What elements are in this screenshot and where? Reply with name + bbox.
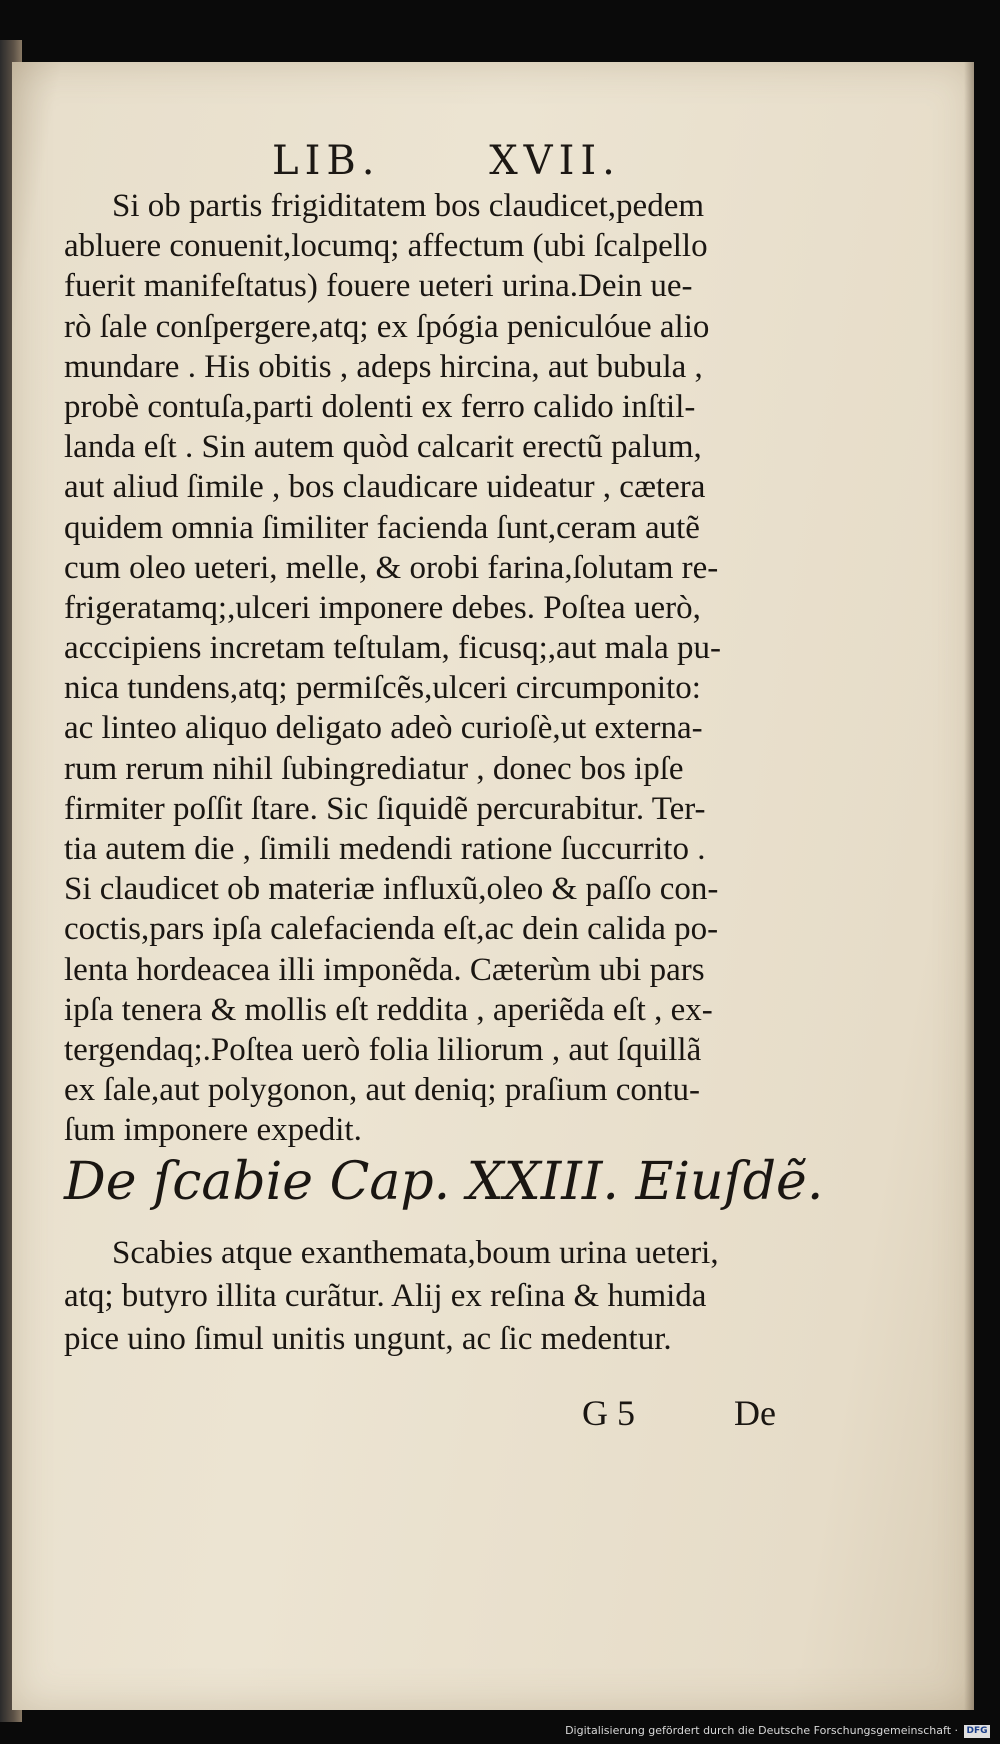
text-line: ex ſale,aut polygonon, aut deniq; praſium contu- bbox=[64, 1072, 701, 1109]
chapter-heading: De ſcabie Cap. XXIII. Eiuſdẽ. bbox=[64, 1152, 824, 1212]
text-line: Scabies atque exanthemata,boum urina ueteri, bbox=[112, 1235, 719, 1271]
text-line: tergendaq;.Poſtea uerò folia liliorum , aut ſquillã bbox=[64, 1031, 702, 1068]
text-line: nica tundens,atq; permiſcẽs,ulceri circumponito: bbox=[64, 670, 701, 707]
text-line: aut aliud ſimile , bos claudicare uideatur , cætera bbox=[64, 469, 706, 506]
text-line: firmiter poſſit ſtare. Sic ſiquidẽ percurabitur. Ter- bbox=[64, 790, 706, 827]
text-line: lenta hordeacea illi imponẽda. Cæterùm ubi pars bbox=[64, 951, 705, 988]
text-line: ipſa tenera & mollis eſt reddita , aperiẽda eſt , ex- bbox=[64, 991, 713, 1028]
book-page bbox=[12, 62, 974, 1710]
text-line: tia autem die , ſimili medendi ratione ſuccurrito . bbox=[64, 831, 706, 867]
main-text-block bbox=[64, 186, 824, 1151]
text-line: frigeratamq;,ulceri imponere debes. Poſtea uerò, bbox=[64, 589, 701, 626]
text-line: abluere conuenit,locumq; affectum (ubi ſcalpello bbox=[64, 228, 708, 265]
text-line: rum rerum nihil ſubingrediatur , donec bos ipſe bbox=[64, 750, 684, 787]
text-line: coctis,pars ipſa calefacienda eſt,ac dein calida po- bbox=[64, 911, 719, 948]
text-line: landa eſt . Sin autem quòd calcarit erectũ palum, bbox=[64, 429, 702, 466]
text-line: fuerit manifeſtatus) fouere ueteri urina.Dein ue- bbox=[64, 268, 693, 305]
text-line: ſum imponere expedit. bbox=[64, 1112, 362, 1149]
signature-mark: G 5 bbox=[582, 1393, 635, 1433]
running-head-book-label: LIB. bbox=[272, 138, 381, 184]
catchword: De bbox=[734, 1393, 776, 1433]
text-line: probè contuſa,parti dolenti ex ferro calido inſtil- bbox=[64, 388, 696, 425]
funding-credit: Digitalisierung gefördert durch die Deutsche Forschungsgemeinschaft · bbox=[565, 1724, 958, 1737]
text-line: atq; butyro illita curãtur. Alij ex reſina & humida bbox=[64, 1278, 707, 1314]
text-line: rò ſale conſpergere,atq; ex ſpógia peniculóue alio bbox=[64, 308, 710, 345]
dfg-logo-icon: DFG bbox=[964, 1725, 990, 1738]
text-line: ac linteo aliquo deligato adeò curioſè,ut externa- bbox=[64, 710, 703, 747]
text-line: cum oleo ueteri, melle, & orobi farina,ſolutam re- bbox=[64, 549, 719, 586]
text-line: mundare . His obitis , adeps hircina, aut bubula , bbox=[64, 348, 703, 385]
text-line: acccipiens incretam teſtulam, ficusq;,aut mala pu- bbox=[64, 630, 721, 667]
text-line: pice uino ſimul unitis ungunt, ac ſic medentur. bbox=[64, 1321, 672, 1357]
text-line: Si claudicet ob materiæ influxũ,oleo & paſſo con- bbox=[64, 871, 719, 908]
footer-bar bbox=[0, 1722, 1000, 1744]
running-head bbox=[272, 138, 632, 184]
catchword-line bbox=[582, 1392, 822, 1434]
running-head-book-number: XVII. bbox=[489, 138, 621, 184]
chapter-text-block bbox=[64, 1232, 824, 1361]
text-line: quidem omnia ſimiliter facienda ſunt,ceram autẽ bbox=[64, 509, 700, 546]
text-line: Si ob partis frigiditatem bos claudicet,pedem bbox=[112, 188, 705, 224]
